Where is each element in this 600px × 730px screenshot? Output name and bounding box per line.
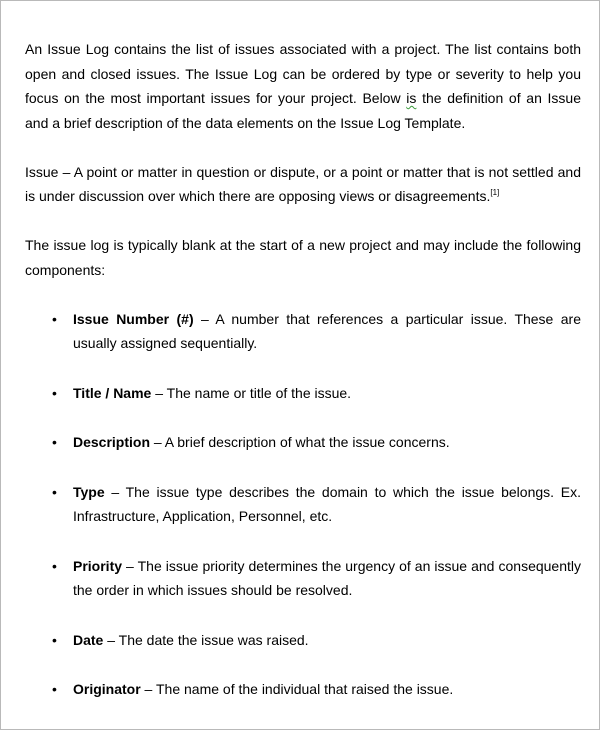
component-description: – A number that references a particular issue. These are usually assigned sequentially. bbox=[73, 310, 581, 351]
component-description: – The name or title of the issue. bbox=[151, 384, 352, 401]
component-description: – The issue type describes the domain to which the issue belongs. Ex. Infrastructure, Application, Personnel, etc. bbox=[73, 483, 581, 524]
list-item-priority bbox=[25, 554, 581, 603]
component-description: – The date the issue was raised. bbox=[103, 631, 309, 648]
bullet-icon: • bbox=[52, 557, 57, 574]
document-body bbox=[25, 37, 581, 727]
grammar-flagged-word[interactable]: is bbox=[406, 90, 417, 106]
component-term: Priority bbox=[73, 557, 123, 574]
component-term: Type bbox=[73, 483, 105, 500]
bullet-icon: • bbox=[52, 434, 57, 450]
components-list bbox=[25, 307, 581, 702]
component-description: – The issue priority determines the urgency of an issue and consequently the order in which issues should be resolved. bbox=[73, 557, 581, 598]
issue-definition-text: Issue – A point or matter in question or dispute, or a point or matter that is not settled and is under discussion over which there are opposing views or disagreements. bbox=[25, 163, 581, 204]
list-item-date bbox=[25, 628, 581, 653]
footnote-reference[interactable]: [1] bbox=[490, 188, 500, 197]
component-description: – The name of the individual that raised the issue. bbox=[140, 681, 454, 697]
issue-definition-paragraph bbox=[25, 160, 581, 209]
bullet-icon: • bbox=[52, 384, 57, 401]
component-term: Description bbox=[73, 434, 151, 450]
intro-text-end: the definition of an Issue and a brief description of the data elements on the Issue Log Template. bbox=[25, 90, 581, 131]
list-item-title-name bbox=[25, 381, 581, 406]
list-item-originator bbox=[25, 677, 581, 702]
component-term: Date bbox=[73, 631, 104, 648]
component-description: – A brief description of what the issue concerns. bbox=[150, 434, 450, 450]
bullet-icon: • bbox=[52, 483, 57, 500]
intro-paragraph bbox=[25, 37, 581, 135]
bullet-icon: • bbox=[52, 681, 57, 697]
intro-text-start: An Issue Log contains the list of issues associated with a project. The list contains both open and closed issues. The Issue Log can be ordered by type or severity to help you focus on the most important issues for your project. Below bbox=[25, 41, 581, 106]
component-term: Title / Name bbox=[73, 384, 152, 401]
list-item-description bbox=[25, 430, 581, 455]
components-intro-paragraph: The issue log is typically blank at the start of a new project and may include the following components: bbox=[25, 237, 581, 278]
component-term: Originator bbox=[73, 681, 141, 697]
list-item-type bbox=[25, 480, 581, 529]
component-term: Issue Number (#) bbox=[73, 310, 194, 327]
list-item-issue-number bbox=[25, 307, 581, 356]
bullet-icon: • bbox=[52, 631, 57, 648]
bullet-icon: • bbox=[52, 310, 57, 327]
